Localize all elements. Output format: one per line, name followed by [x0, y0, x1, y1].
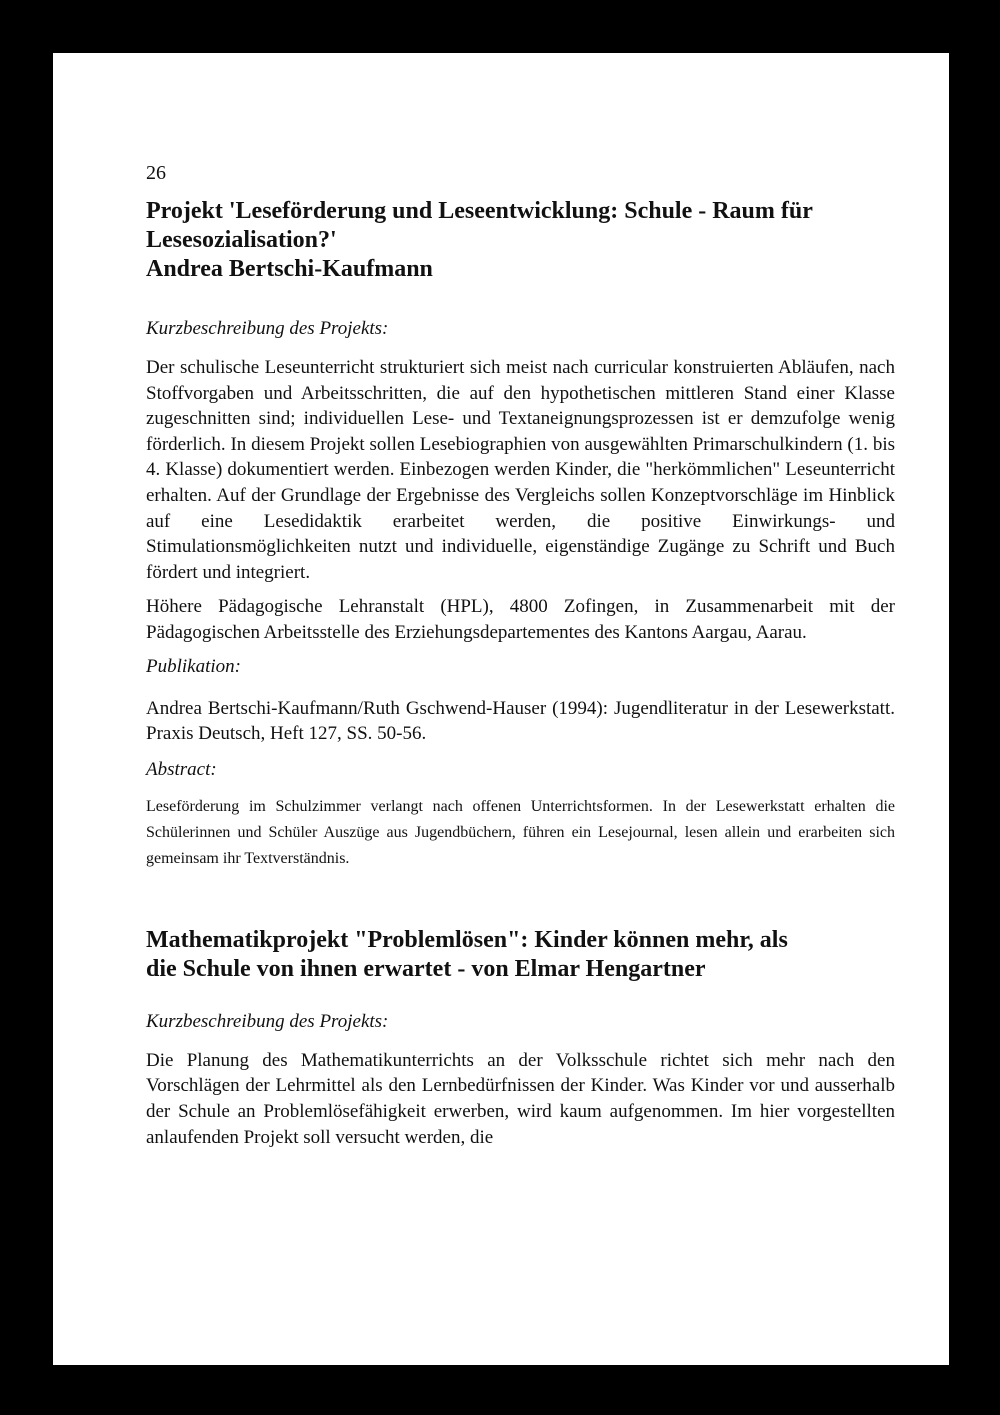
- page-content: [146, 161, 895, 1150]
- publication-label: Publikation:: [146, 655, 241, 677]
- title-line: die Schule von ihnen erwartet - von Elmar Hengartner: [146, 955, 706, 982]
- abstract-label: Abstract:: [146, 758, 217, 780]
- title-line: Mathematikprojekt "Problemlösen": Kinder können mehr, als: [146, 926, 788, 953]
- title-line: Projekt 'Leseförderung und Leseentwicklung: Schule - Raum für: [146, 198, 813, 224]
- publication-reference: Andrea Bertschi-Kaufmann/Ruth Gschwend-Hauser (1994): Jugendliteratur in der Lesewerkstatt. Praxis Deutsch, Heft 127, SS. 50-56.: [146, 697, 895, 745]
- author-line: Andrea Bertschi-Kaufmann: [146, 256, 433, 282]
- project-title-mathematik: [146, 926, 895, 984]
- title-line: Lesesozialisation?': [146, 227, 337, 253]
- description-label: Kurzbeschreibung des Projekts:: [146, 318, 389, 339]
- page-number: 26: [146, 162, 166, 184]
- project-description: Der schulische Leseunterricht strukturiert sich meist nach curricular konstruierten Abläufen, nach Stoffvorgaben und Arbeitsschritten, die auf den hypothetischen mittleren Stand einer Klasse zugeschnitten sind; individuellen Lese- und Textaneignungsprozessen ist er demzufolge wenig förderlich. In diesem Projekt sollen Lesebiographien von ausgewählten Primarschulkindern (1. bis 4. Klasse) dokumentiert werden. Einbezogen werden Kinder, die "herkömmlichen" Leseunterricht erhalten. Auf der Grundlage der Ergebnisse des Vergleichs sollen Konzeptvorschläge im Hinblick auf eine Lesedidaktik erarbeitet werden, die positive Einwirkungs- und Stimulationsmöglichkeiten nutzt und individuelle, eigenständige Zugänge zu Schrift und Buch fördert und integriert.: [146, 357, 895, 583]
- abstract-text: Leseförderung im Schulzimmer verlangt nach offenen Unterrichtsformen. In der Lesewerkstatt erhalten die Schülerinnen und Schüler Auszüge aus Jugendbüchern, führen ein Lesejournal, lesen allein und erarbeiten sich gemeinsam ihr Textverständnis.: [146, 797, 895, 867]
- institution-text: Höhere Pädagogische Lehranstalt (HPL), 4800 Zofingen, in Zusammenarbeit mit der Pädagogischen Arbeitsstelle des Erziehungsdepartementes des Kantons Aargau, Aarau.: [146, 596, 895, 643]
- project-description: Die Planung des Mathematikunterrichts an der Volksschule richtet sich mehr nach den Vorschlägen der Lehrmittel als den Lernbedürfnissen der Kinder. Was Kinder vor und ausserhalb der Schule an Problemlösefähigkeit erwerben, wird kaum aufgenommen. Im hier vorgestellten anlaufenden Projekt soll versucht werden, die: [146, 1049, 895, 1148]
- project-title-leseförderung: [146, 197, 895, 284]
- description-label: Kurzbeschreibung des Projekts:: [146, 1010, 389, 1032]
- document-page: [53, 53, 949, 1365]
